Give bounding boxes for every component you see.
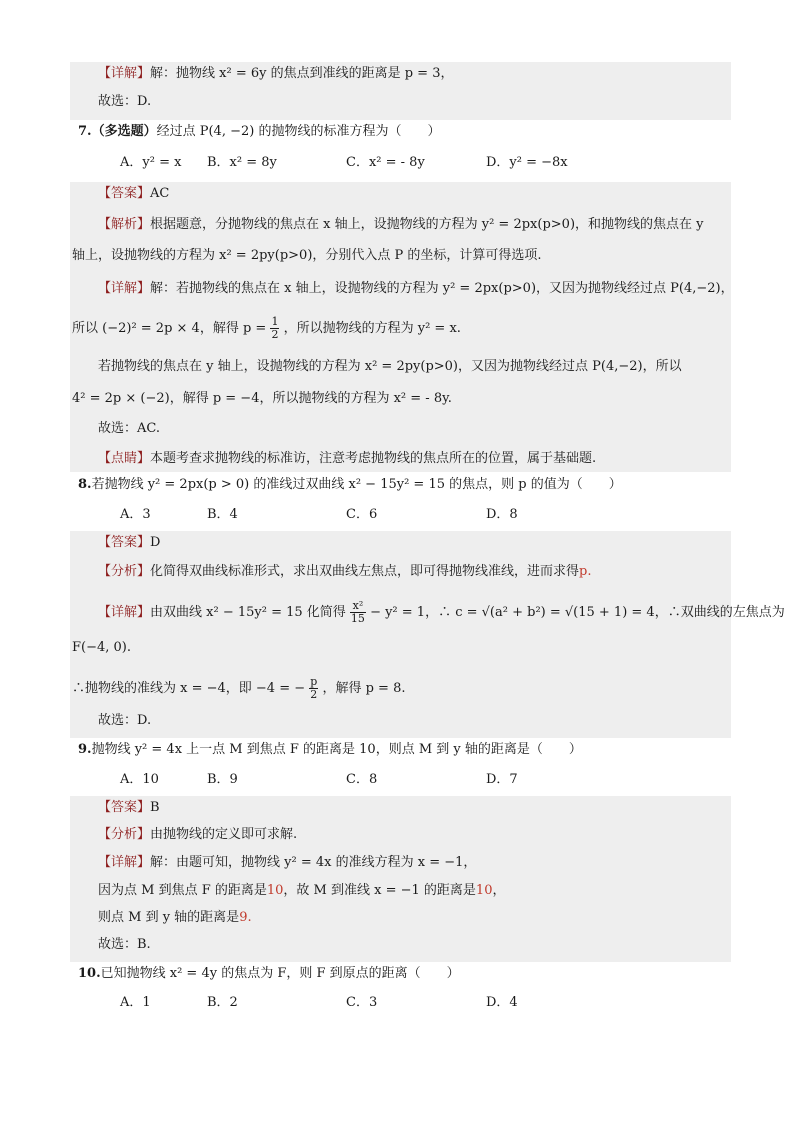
fraction-denominator: 2	[271, 328, 279, 341]
analysis-tag: 【分析】	[98, 564, 151, 579]
answer-line	[98, 534, 160, 552]
question-text: 已知抛物线 x² = 4y 的焦点为 F，则 F 到原点的距离（ ）	[100, 966, 460, 981]
fraction	[270, 316, 279, 341]
option-b: B．x² = 8y	[207, 155, 277, 170]
choose-line: 故选：B.	[98, 937, 151, 952]
option-d: D．7	[486, 772, 518, 787]
detail-highlight: 10	[266, 883, 284, 898]
analysis-text: 由抛物线的定义即可求解.	[150, 827, 298, 842]
option-d: D．y² = −8x	[486, 155, 568, 170]
question-type: （多选题）	[91, 124, 157, 139]
detail-tag: 【详解】	[98, 281, 151, 296]
answer-tag: 【答案】	[98, 535, 151, 550]
option-d: D．4	[486, 995, 518, 1010]
detail-tag: 【详解】	[98, 605, 151, 620]
fraction-numerator: 1	[271, 315, 279, 328]
detail-text: 则点 M 到 y 轴的距离是	[98, 910, 240, 925]
question-number: 7.	[78, 124, 92, 139]
detail-text: ，故 M 到准线 x = −1 的距离是	[283, 883, 476, 898]
detail-text: 由双曲线 x² − 15y² = 15 化简得	[150, 605, 346, 620]
analysis-line	[98, 563, 592, 581]
question-text: 经过点 P(4, −2) 的抛物线的标准方程为（ ）	[156, 124, 441, 139]
detail-line-3	[72, 676, 405, 701]
question-10-stem	[78, 965, 460, 983]
detail-line-4: 4² = 2p × (−2)，解得 p = −4，所以抛物线的方程为 x² = - 8y.	[72, 391, 452, 406]
choose-line: 故选：D.	[98, 713, 152, 728]
question-9-stem	[78, 741, 582, 759]
detail-text: 解：若抛物线的焦点在 x 轴上，设抛物线的方程为 y² = 2px(p>0)，又因为抛物线经过点 P(4,−2)，	[150, 281, 734, 296]
fraction-numerator: p	[310, 675, 318, 688]
detail-line	[98, 65, 453, 83]
comment-tag: 【点睛】	[98, 451, 151, 466]
question-number: 9.	[78, 742, 92, 757]
detail-text: 解：抛物线 x² = 6y 的焦点到准线的距离是 p = 3，	[150, 66, 454, 81]
fraction	[350, 600, 366, 625]
detail-text: 因为点 M 到焦点 F 的距离是	[98, 883, 267, 898]
option-c: C．3	[346, 995, 378, 1010]
detail-text: ∴抛物线的准线为 x = −4，即 −4 = −	[72, 681, 306, 696]
analysis-text: 根据题意，分抛物线的焦点在 x 轴上，设抛物线的方程为 y² = 2px(p>0)，和抛物线的焦点在 y	[150, 217, 704, 232]
detail-line-1	[98, 600, 785, 625]
answer-line	[98, 799, 160, 817]
question-number: 8.	[78, 477, 92, 492]
detail-text: ，	[492, 883, 506, 898]
detail-line-2	[72, 316, 461, 341]
option-c: C．6	[346, 507, 378, 522]
question-text: 抛物线 y² = 4x 上一点 M 到焦点 F 的距离是 10，则点 M 到 y 轴的距离是（ ）	[91, 742, 582, 757]
analysis-tag: 【解析】	[98, 217, 151, 232]
question-text: 若抛物线 y² = 2px(p > 0) 的准线过双曲线 x² − 15y² = 15 的焦点，则 p 的值为（ ）	[91, 477, 622, 492]
option-c: C．x² = - 8y	[346, 155, 425, 170]
detail-line-3: 若抛物线的焦点在 y 轴上，设抛物线的方程为 x² = 2py(p>0)，又因为抛物线经过点 P(4,−2)，所以	[98, 359, 682, 374]
fraction-denominator: 2	[310, 688, 318, 701]
choose-line: 故选：AC.	[98, 421, 161, 436]
fraction-denominator: 15	[350, 612, 365, 625]
answer-tag: 【答案】	[98, 186, 151, 201]
detail-text: ，解得 p = 8.	[322, 681, 406, 696]
fraction	[309, 676, 318, 701]
detail-text: 解：由题可知，抛物线 y² = 4x 的准线方程为 x = −1，	[150, 855, 477, 870]
answer-tag: 【答案】	[98, 800, 151, 815]
detail-tag: 【详解】	[98, 66, 151, 81]
detail-tag: 【详解】	[98, 855, 151, 870]
detail-highlight: 9.	[239, 910, 252, 925]
detail-text: − y² = 1，∴ c = √(a² + b²) = √(15 + 1) = 4，∴双曲线的左焦点为	[370, 605, 785, 620]
question-7-stem	[78, 123, 440, 141]
fraction-numerator: x²	[350, 600, 366, 613]
detail-highlight: 10	[475, 883, 493, 898]
detail-line-2: F(−4, 0).	[72, 640, 131, 655]
analysis-line	[98, 826, 297, 844]
option-a: A．10	[120, 772, 159, 787]
option-d: D．8	[486, 507, 518, 522]
detail-line-2	[98, 882, 505, 900]
detail-text: 所以 (−2)² = 2p × 4，解得 p =	[72, 321, 267, 336]
detail-line-1	[98, 854, 476, 872]
analysis-line-1	[98, 216, 704, 234]
option-b: B．4	[207, 507, 238, 522]
analysis-text: 化简得双曲线标准形式，求出双曲线左焦点，即可得抛物线准线，进而求得	[150, 564, 580, 579]
comment-line	[98, 450, 596, 468]
option-a: A．y² = x	[120, 155, 182, 170]
comment-text: 本题考查求抛物线的标准访，注意考虑抛物线的焦点所在的位置，属于基础题.	[150, 451, 597, 466]
answer-value: AC	[150, 186, 170, 201]
analysis-highlight: p.	[579, 564, 592, 579]
option-b: B．2	[207, 995, 238, 1010]
detail-text: ，所以抛物线的方程为 y² = x.	[283, 321, 461, 336]
detail-line-3	[98, 909, 252, 927]
option-c: C．8	[346, 772, 378, 787]
choose-line: 故选：D.	[98, 94, 152, 109]
question-8-stem	[78, 476, 622, 494]
analysis-tag: 【分析】	[98, 827, 151, 842]
answer-value: B	[150, 800, 160, 815]
analysis-line-2: 轴上，设抛物线的方程为 x² = 2py(p>0)，分别代入点 P 的坐标，计算可得选项.	[72, 248, 542, 263]
answer-line	[98, 185, 169, 203]
detail-line-1	[98, 280, 734, 298]
solution-block-9	[70, 796, 731, 962]
option-a: A．3	[120, 507, 151, 522]
question-number: 10.	[78, 966, 101, 981]
option-a: A．1	[120, 995, 151, 1010]
answer-value: D	[150, 535, 161, 550]
option-b: B．9	[207, 772, 238, 787]
